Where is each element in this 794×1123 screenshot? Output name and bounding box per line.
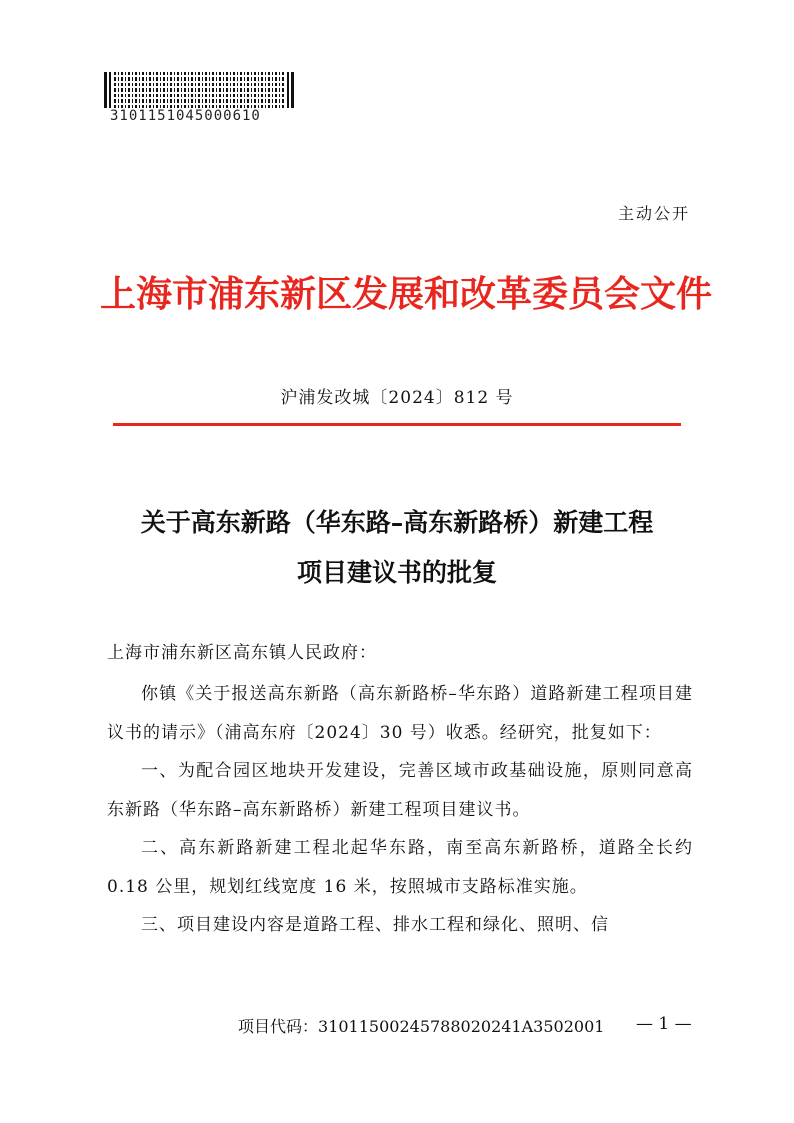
barcode-pattern — [114, 72, 284, 108]
title-line-1: 关于高东新路（华东路–高东新路桥）新建工程 — [140, 508, 654, 537]
body-paragraph: 三、项目建设内容是道路工程、排水工程和绿化、照明、信 — [141, 915, 609, 935]
barcode-guard-bar — [291, 72, 294, 108]
document-number: 沪浦发改城〔2024〕812 号 — [280, 388, 514, 408]
barcode-number: 3101151045000610 — [110, 108, 261, 124]
issuing-authority-header: 上海市浦东新区发展和改革委员会文件 — [100, 273, 713, 315]
title-line-2: 项目建议书的批复 — [296, 558, 497, 587]
disclosure-label: 主动公开 — [617, 204, 690, 223]
red-divider-line — [113, 423, 681, 426]
barcode-guard-bar — [109, 72, 111, 108]
project-code — [238, 1014, 604, 1037]
body-paragraph: 你镇《关于报送高东新路（高东新路桥–华东路）道路新建工程项目建议书的请示》（浦高东府〔2024〕30 号）收悉。经研究，批复如下： — [107, 684, 693, 743]
body-paragraph: 二、高东新路新建工程北起华东路，南至高东新路桥，道路全长约 0.18 公里，规划红线宽度 16 米，按照城市支路标准实施。 — [107, 838, 693, 897]
page-number: — 1 — — [636, 1014, 692, 1034]
barcode — [104, 72, 294, 108]
document-body — [107, 675, 693, 945]
document-title — [90, 498, 704, 598]
project-code-label: 项目代码： — [238, 1017, 319, 1036]
salutation: 上海市浦东新区高东镇人民政府： — [107, 643, 377, 663]
project-code-value: 31011500245788020241A3502001 — [318, 1017, 605, 1036]
body-paragraph: 一、为配合园区地块开发建设，完善区域市政基础设施，原则同意高东新路（华东路–高东新路桥）新建工程项目建议书。 — [107, 761, 693, 820]
